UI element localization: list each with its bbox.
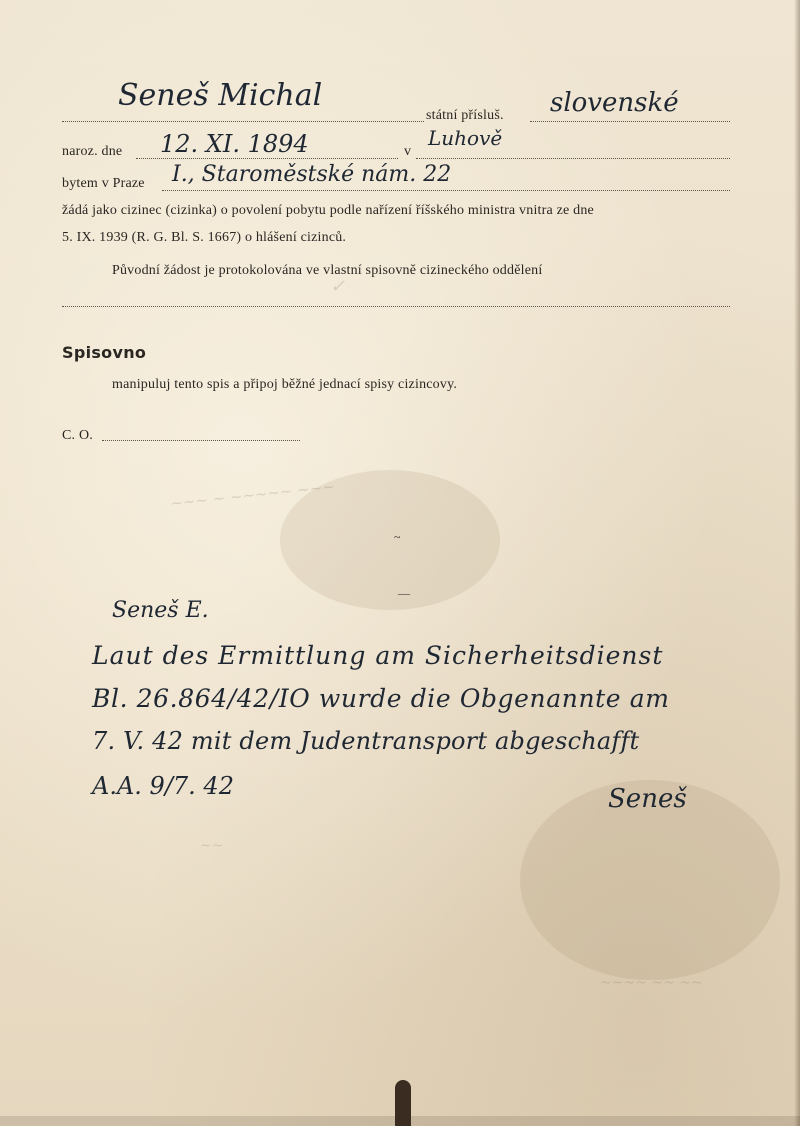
name-dotted-line [62, 121, 424, 122]
co-label: C. O. [62, 428, 93, 443]
born-place: Luhově [428, 126, 503, 150]
born-dotted-line [136, 158, 398, 159]
citizenship-label: státní přísluš. [426, 108, 504, 123]
residence-dotted-line [162, 190, 730, 191]
born-date: 12. XI. 1894 [160, 130, 309, 158]
bleed-through-mark: ~~ [200, 838, 224, 854]
born-label: naroz. dne [62, 144, 123, 159]
application-line-2: 5. IX. 1939 (R. G. Bl. S. 1667) o hlášení cizinců. [62, 230, 347, 245]
bleed-through-mark: ~~~~ ~~ ~~ [600, 975, 703, 991]
citizenship-dotted-line [530, 121, 730, 122]
note-line-3: Bl. 26.864/42/IO wurde die Obgenannte am [92, 684, 670, 713]
tick-mark: ~ [394, 530, 401, 544]
residence-value: I., Staroměstské nám. 22 [172, 162, 452, 187]
born-place-dotted-line [416, 158, 730, 159]
note-line-1: Seneš E. [112, 598, 209, 623]
note-line-5: A.A. 9/7. 42 [92, 772, 234, 800]
bleed-through-text: ~~~ ~ ~~~~~ ~~~ [169, 477, 336, 513]
registry-heading: Spisovno [62, 343, 147, 362]
bleed-through-mark: ✓ [330, 276, 346, 297]
name-handwritten: Seneš Michal [118, 78, 323, 113]
protocol-note: Původní žádost je protokolována ve vlastní spisovně cizineckého oddělení [112, 263, 543, 278]
signature: Seneš [608, 784, 687, 814]
residence-label: bytem v Praze [62, 176, 145, 191]
application-line-1: žádá jako cizinec (cizinka) o povolení pobytu podle nařízení říšského ministra vnitra ze dne [62, 203, 594, 218]
note-line-2: Laut des Ermittlung am Sicherheitsdienst [92, 641, 664, 670]
note-line-4: 7. V. 42 mit dem Judentransport abgeschafft [92, 727, 640, 755]
co-dotted-line [102, 440, 300, 441]
citizenship-value: slovenské [550, 88, 679, 118]
tick-mark: — [398, 586, 410, 600]
registry-instruction: manipuluj tento spis a připoj běžné jednací spisy cizincovy. [112, 377, 458, 392]
page-edge-shadow [0, 1116, 800, 1126]
born-in-label: v [404, 144, 412, 159]
protocol-dotted-line [62, 306, 730, 307]
